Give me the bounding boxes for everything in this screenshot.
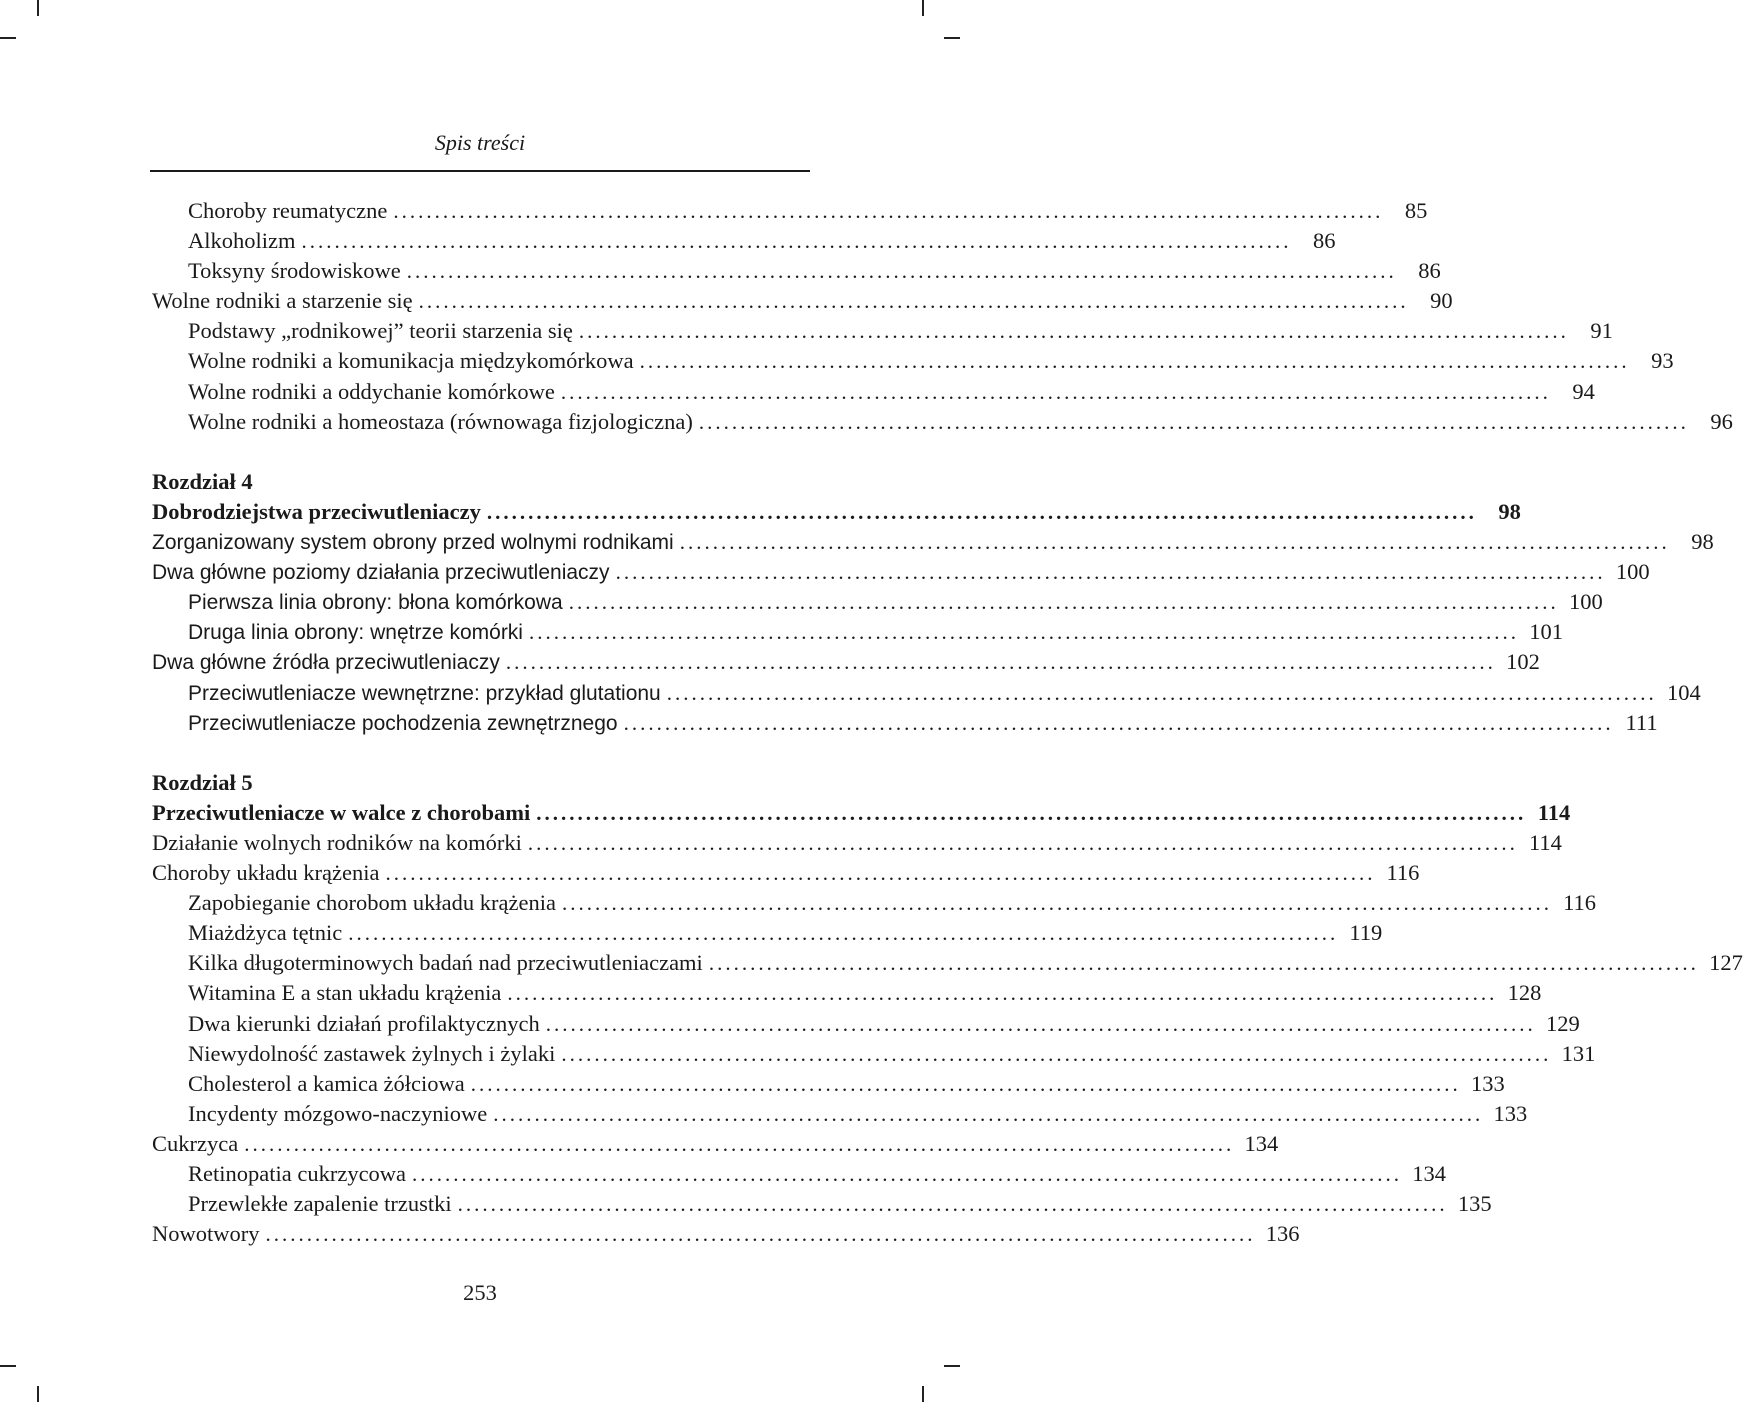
header-rule (150, 170, 810, 172)
toc-entry-title: Witamina E a stan układu krążenia (188, 980, 502, 1006)
toc-entry-page: 111 (1625, 709, 1658, 735)
toc-entry-page: 85 (1404, 198, 1428, 223)
toc-entry-page: 128 (1507, 980, 1542, 1006)
toc-entry-title: Przeciwutleniacze w walce z chorobami (152, 799, 531, 825)
toc-entry[interactable] (152, 1069, 1505, 1099)
toc-entry[interactable] (152, 196, 1428, 226)
section-gap (152, 437, 804, 467)
dot-leader: ........................................................................................................................ (412, 1162, 1403, 1186)
crop-mark-top-right (922, 0, 924, 16)
dot-leader: ........................................................................................................................ (578, 319, 1569, 344)
dot-leader: ........................................................................................................................ (561, 1041, 1552, 1066)
toc-entry-title: Nowotwory (152, 1221, 260, 1247)
chapter-4-label: Rozdział 4 (152, 468, 253, 494)
dot-leader: ........................................................................................................................ (545, 1011, 1536, 1036)
toc-entry[interactable] (152, 407, 1733, 437)
toc-entry-page: 133 (1471, 1070, 1505, 1096)
dot-leader: ........................................................................................................................ (348, 921, 1339, 946)
crop-mark-bottom-left-h (0, 1365, 16, 1367)
crop-mark-bottom-right-h (944, 1365, 960, 1367)
dot-leader: ........................................................................................................................ (568, 590, 1559, 615)
toc-entry[interactable] (152, 1129, 1279, 1159)
toc-entry[interactable] (152, 888, 1596, 918)
dot-leader: ........................................................................................................................ (527, 830, 1518, 855)
toc-entry[interactable] (152, 226, 1336, 256)
toc-entry[interactable] (152, 708, 1658, 738)
crop-mark-top-left-h (0, 37, 16, 39)
toc-entry-title: Cholesterol a kamica żółciowa (188, 1070, 465, 1096)
toc-entry[interactable] (152, 497, 1521, 527)
toc-entry-page: 100 (1568, 589, 1603, 615)
crop-mark-top-right-h (944, 37, 960, 39)
toc-entry-title: Retinopatia cukrzycowa (188, 1161, 407, 1186)
toc-entry[interactable] (152, 978, 1542, 1008)
toc-entry[interactable] (152, 1009, 1580, 1039)
toc-entry-title: Cukrzyca (152, 1130, 239, 1156)
toc-entry-page: 94 (1572, 378, 1595, 404)
toc-entry-page: 86 (1313, 228, 1336, 254)
toc-entry-title: Toksyny środowiskowe (188, 258, 401, 284)
toc-entry[interactable] (152, 918, 1383, 948)
toc-entry[interactable] (152, 647, 1540, 677)
toc-entry-title: Działanie wolnych rodników na komórki (152, 829, 522, 855)
dot-leader: ........................................................................................................................ (418, 289, 1409, 314)
toc-entry-page: 100 (1615, 559, 1650, 585)
toc-entry-page: 116 (1386, 860, 1420, 886)
toc-entry-page: 131 (1561, 1040, 1596, 1066)
toc-entry-page: 101 (1529, 619, 1563, 645)
toc-entry[interactable] (152, 1189, 1492, 1219)
toc-entry-page: 114 (1529, 829, 1562, 855)
toc-entry-page: 133 (1493, 1100, 1528, 1126)
toc-entry-page: 98 (1498, 498, 1521, 524)
toc-entry-title: Wolne rodniki a komunikacja międzykomórkowa (188, 348, 634, 374)
dot-leader: ........................................................................................................................ (265, 1222, 1256, 1247)
toc-entry-page: 134 (1244, 1130, 1279, 1156)
dot-leader: ........................................................................................................................ (493, 1101, 1484, 1126)
toc-entry[interactable] (152, 557, 1650, 587)
toc-entry-title: Zapobieganie chorobom układu krążenia (188, 890, 556, 916)
toc-entry-title: Incydenty mózgowo-naczyniowe (188, 1100, 488, 1126)
toc-entry-page: 134 (1412, 1161, 1447, 1186)
toc-entry-title: Podstawy „rodnikowej” teorii starzenia się (188, 318, 573, 344)
dot-leader: ........................................................................................................................ (406, 259, 1397, 284)
toc-entry[interactable] (152, 678, 1701, 708)
table-of-contents (152, 196, 1743, 1249)
dot-leader: ........................................................................................................................ (639, 349, 1630, 374)
toc-entry-title: Przeciwutleniacze wewnętrzne: przykład glutationu (188, 681, 661, 705)
dot-leader: ........................................................................................................................ (505, 650, 1496, 675)
toc-entry-title: Dwa kierunki działań profilaktycznych (188, 1010, 540, 1036)
dot-leader: ........................................................................................................................ (615, 560, 1606, 585)
toc-entry-title: Kilka długoterminowych badań nad przeciwutleniaczami (188, 950, 703, 976)
chapter-5-label: Rozdział 5 (152, 769, 253, 795)
toc-block-chapter4 (152, 497, 1714, 738)
toc-entry-title: Dwa główne źródła przeciwutleniaczy (152, 651, 500, 675)
toc-entry-title: Niewydolność zastawek żylnych i żylaki (188, 1040, 556, 1066)
toc-entry[interactable] (152, 1039, 1596, 1069)
toc-block-chapter5 (152, 798, 1743, 1249)
toc-entry-page: 90 (1430, 288, 1453, 314)
toc-entry[interactable] (152, 948, 1743, 978)
toc-entry[interactable] (152, 828, 1562, 858)
toc-entry-page: 96 (1710, 408, 1733, 434)
toc-entry-page: 135 (1457, 1191, 1492, 1217)
toc-entry-page: 93 (1651, 348, 1674, 374)
toc-entry-title: Alkoholizm (188, 228, 296, 254)
dot-leader: ........................................................................................................................ (244, 1131, 1235, 1156)
toc-entry-page: 98 (1691, 529, 1714, 555)
toc-entry-page: 91 (1590, 318, 1613, 344)
page-number: 253 (463, 1280, 497, 1305)
toc-entry-title: Zorganizowany system obrony przed wolnymi rodnikami (152, 531, 674, 555)
dot-leader: ........................................................................................................................ (486, 499, 1477, 524)
dot-leader: ........................................................................................................................ (301, 229, 1292, 254)
dot-leader: ........................................................................................................................ (385, 861, 1376, 886)
dot-leader: ........................................................................................................................ (698, 409, 1689, 434)
toc-entry-page: 129 (1546, 1010, 1580, 1036)
toc-entry-title: Dobrodziejstwa przeciwutleniaczy (152, 498, 481, 524)
dot-leader: ........................................................................................................................ (507, 981, 1498, 1006)
dot-leader: ........................................................................................................................ (393, 199, 1384, 223)
toc-entry[interactable] (152, 316, 1613, 346)
toc-entry[interactable] (152, 346, 1674, 376)
toc-entry[interactable] (152, 587, 1603, 617)
toc-entry-page: 119 (1349, 920, 1383, 946)
toc-block-chapter3-continued (152, 196, 1733, 437)
crop-mark-bottom-right (922, 1386, 924, 1402)
toc-entry[interactable] (152, 1159, 1447, 1189)
crop-mark-bottom-left (37, 1386, 39, 1402)
toc-entry-title: Pierwsza linia obrony: błona komórkowa (188, 591, 563, 615)
section-gap (152, 738, 804, 768)
toc-entry-title: Wolne rodniki a oddychanie komórkowe (188, 378, 555, 404)
crop-mark-top-left (37, 0, 39, 16)
dot-leader: ........................................................................................................................ (470, 1071, 1461, 1096)
toc-entry-title: Druga linia obrony: wnętrze komórki (188, 621, 523, 645)
toc-entry[interactable] (152, 377, 1595, 407)
toc-entry-title: Wolne rodniki a homeostaza (równowaga fizjologiczna) (188, 408, 693, 434)
toc-entry-title: Przeciwutleniacze pochodzenia zewnętrznego (188, 711, 618, 735)
toc-entry-page: 136 (1265, 1221, 1300, 1247)
toc-entry-page: 127 (1709, 950, 1743, 976)
toc-entry-title: Przewlekłe zapalenie trzustki (188, 1191, 452, 1217)
toc-entry[interactable] (152, 256, 1441, 286)
toc-entry-title: Dwa główne poziomy działania przeciwutleniaczy (152, 561, 610, 585)
dot-leader: ........................................................................................................................ (457, 1192, 1448, 1217)
toc-entry[interactable] (152, 617, 1563, 647)
dot-leader: ........................................................................................................................ (666, 680, 1657, 705)
dot-leader: ........................................................................................................................ (708, 951, 1699, 976)
toc-entry-page: 86 (1418, 258, 1441, 284)
running-head: Spis treści (434, 130, 526, 155)
toc-entry-title: Wolne rodniki a starzenie się (152, 288, 413, 314)
dot-leader: ........................................................................................................................ (679, 530, 1670, 555)
dot-leader: ........................................................................................................................ (560, 379, 1551, 404)
toc-entry-page: 114 (1537, 799, 1571, 825)
toc-entry-page: 104 (1667, 679, 1701, 705)
toc-entry-title: Choroby układu krążenia (152, 860, 380, 886)
toc-entry-title: Miażdżyca tętnic (188, 920, 343, 946)
toc-entry[interactable] (152, 798, 1571, 828)
toc-entry[interactable] (152, 858, 1420, 888)
toc-entry[interactable] (152, 527, 1714, 557)
toc-entry-page: 116 (1563, 890, 1596, 916)
toc-entry-title: Choroby reumatyczne (188, 198, 388, 223)
dot-leader: ........................................................................................................................ (536, 800, 1527, 825)
toc-entry[interactable] (152, 1099, 1528, 1129)
dot-leader: ........................................................................................................................ (528, 620, 1519, 645)
dot-leader: ........................................................................................................................ (561, 891, 1552, 916)
toc-entry-page: 102 (1506, 649, 1540, 675)
dot-leader: ........................................................................................................................ (623, 710, 1614, 735)
toc-entry[interactable] (152, 1219, 1300, 1249)
toc-entry[interactable] (152, 286, 1453, 316)
